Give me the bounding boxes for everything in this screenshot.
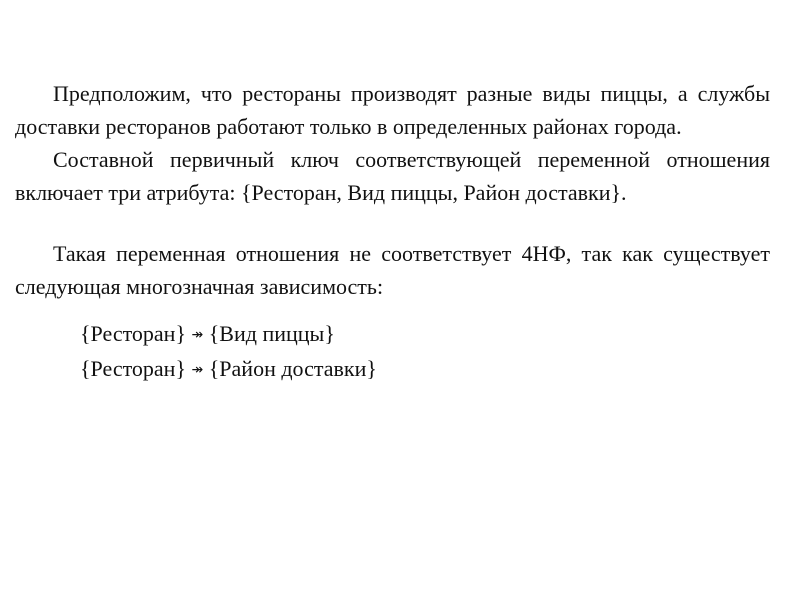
dependency-right: {Вид пиццы} (208, 321, 335, 346)
double-arrow-icon: ↠ (191, 362, 204, 378)
dependency-left: {Ресторан} (80, 356, 187, 381)
paragraph-assumption: Предположим, что рестораны производят разные виды пиццы, а службы доставки ресторанов работают только в определенных районах города. (15, 81, 770, 139)
multivalued-dependencies (15, 317, 770, 387)
dependency-line (80, 352, 770, 387)
paragraph-primary-key: Составной первичный ключ соответствующей переменной отношения включает три атрибута: {Ресторан, Вид пиццы, Район доставки}. (15, 147, 770, 205)
double-arrow-icon: ↠ (191, 327, 204, 343)
paragraph-4nf-violation: Такая переменная отношения не соответствует 4НФ, так как существует следующая многозначная зависимость: (15, 241, 770, 299)
text-block (15, 77, 770, 387)
paragraph-gap (15, 209, 770, 237)
dependency-right: {Район доставки} (208, 356, 377, 381)
dependency-left: {Ресторан} (80, 321, 187, 346)
dependency-line (80, 317, 770, 352)
